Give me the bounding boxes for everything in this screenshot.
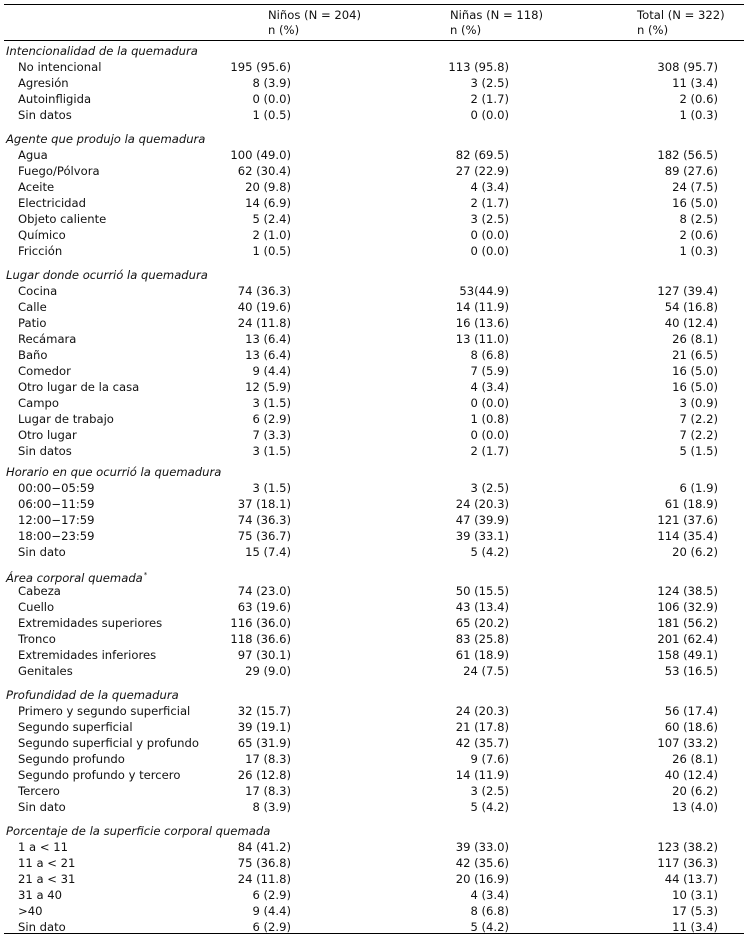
cell-total: 181 (56.2) [657, 616, 718, 630]
cell-ninas: 20 (16.9) [455, 872, 509, 886]
cell-ninas: 5 (4.2) [470, 920, 509, 934]
cell-ninas: 5 (4.2) [470, 545, 509, 559]
cell-total: 20 (6.2) [672, 545, 718, 559]
cell-ninas: 0 (0.0) [470, 428, 509, 442]
table-row [0, 799, 747, 815]
row-label: Objeto caliente [18, 212, 107, 226]
row-label: 18:00−23:59 [18, 529, 95, 543]
top-rule [4, 4, 744, 5]
cell-total: 56 (17.4) [664, 704, 718, 718]
row-label: Lugar de trabajo [18, 412, 114, 426]
cell-ninos: 74 (36.3) [237, 513, 291, 527]
cell-ninas: 13 (11.0) [455, 332, 509, 346]
table-row [0, 347, 747, 363]
cell-ninos: 65 (31.9) [237, 736, 291, 750]
cell-ninos: 6 (2.9) [252, 920, 291, 934]
cell-ninos: 3 (1.5) [252, 481, 291, 495]
cell-ninos: 97 (30.1) [237, 648, 291, 662]
cell-total: 7 (2.2) [679, 412, 718, 426]
row-label: Genitales [18, 664, 73, 678]
row-label: Segundo superficial [18, 720, 133, 734]
cell-ninos: 14 (6.9) [245, 196, 291, 210]
table-row [0, 719, 747, 735]
row-label: Autoinfligida [18, 92, 92, 106]
cell-ninas: 3 (2.5) [470, 784, 509, 798]
cell-ninos: 6 (2.9) [252, 888, 291, 902]
table-row [0, 735, 747, 751]
cell-total: 5 (1.5) [679, 444, 718, 458]
cell-total: 26 (8.1) [672, 752, 718, 766]
table-row [0, 315, 747, 331]
cell-ninos: 62 (30.4) [237, 164, 291, 178]
cell-total: 158 (49.1) [657, 648, 718, 662]
cell-total: 16 (5.0) [672, 380, 718, 394]
row-label: Agua [18, 148, 48, 162]
cell-ninas: 4 (3.4) [470, 888, 509, 902]
header-col-total-title: Total (N = 322) [637, 8, 725, 22]
cell-ninos: 17 (8.3) [245, 784, 291, 798]
row-label: Cuello [18, 600, 55, 614]
cell-total: 7 (2.2) [679, 428, 718, 442]
table-row [0, 331, 747, 347]
cell-ninas: 42 (35.7) [455, 736, 509, 750]
section-header-row [0, 131, 747, 147]
cell-total: 26 (8.1) [672, 332, 718, 346]
section-title: Porcentaje de la superficie corporal quemada [6, 824, 271, 838]
cell-total: 40 (12.4) [664, 768, 718, 782]
row-label: Agresión [18, 76, 69, 90]
cell-ninos: 7 (3.3) [252, 428, 291, 442]
cell-ninos: 24 (11.8) [237, 316, 291, 330]
cell-ninas: 0 (0.0) [470, 228, 509, 242]
cell-total: 106 (32.9) [657, 600, 718, 614]
row-label: Sin dato [18, 545, 66, 559]
cell-ninas: 0 (0.0) [470, 396, 509, 410]
cell-total: 11 (3.4) [672, 920, 718, 934]
header-col-total [637, 8, 725, 38]
cell-ninos: 75 (36.7) [237, 529, 291, 543]
cell-ninos: 32 (15.7) [237, 704, 291, 718]
table-row [0, 227, 747, 243]
row-label: Cabeza [18, 584, 61, 598]
table-row [0, 871, 747, 887]
row-label: Químico [18, 228, 66, 242]
row-label: Aceite [18, 180, 55, 194]
cell-total: 60 (18.6) [664, 720, 718, 734]
cell-total: 40 (12.4) [664, 316, 718, 330]
row-label: 06:00−11:59 [18, 497, 95, 511]
cell-ninas: 3 (2.5) [470, 212, 509, 226]
cell-ninos: 37 (18.1) [237, 497, 291, 511]
cell-ninas: 27 (22.9) [455, 164, 509, 178]
cell-total: 20 (6.2) [672, 784, 718, 798]
table-row [0, 903, 747, 919]
row-label: Otro lugar de la casa [18, 380, 140, 394]
table-row [0, 751, 747, 767]
row-label: Segundo superficial y profundo [18, 736, 199, 750]
cell-ninos: 74 (36.3) [237, 284, 291, 298]
row-label: 11 a < 21 [18, 856, 76, 870]
row-label: Primero y segundo superficial [18, 704, 191, 718]
table-row [0, 544, 747, 560]
section-title: Área corporal quemada [6, 570, 143, 585]
cell-total: 117 (36.3) [657, 856, 718, 870]
cell-ninos: 26 (12.8) [237, 768, 291, 782]
table-row [0, 663, 747, 679]
table-row [0, 631, 747, 647]
cell-ninas: 3 (2.5) [470, 481, 509, 495]
cell-ninas: 61 (18.9) [455, 648, 509, 662]
table-row [0, 211, 747, 227]
cell-total: 44 (13.7) [664, 872, 718, 886]
table-row [0, 147, 747, 163]
table-row [0, 363, 747, 379]
table-row [0, 179, 747, 195]
row-label: No intencional [18, 60, 102, 74]
cell-ninos: 75 (36.8) [237, 856, 291, 870]
table-row [0, 443, 747, 459]
cell-total: 6 (1.9) [679, 481, 718, 495]
cell-ninas: 24 (7.5) [463, 664, 509, 678]
table-row [0, 195, 747, 211]
row-label: Patio [18, 316, 47, 330]
cell-ninas: 2 (1.7) [470, 444, 509, 458]
cell-total: 61 (18.9) [664, 497, 718, 511]
cell-total: 89 (27.6) [664, 164, 718, 178]
table-row [0, 395, 747, 411]
cell-ninos: 13 (6.4) [245, 332, 291, 346]
section-title: Lugar donde ocurrió la quemadura [6, 268, 208, 282]
cell-total: 2 (0.6) [679, 228, 718, 242]
cell-ninas: 0 (0.0) [470, 244, 509, 258]
bottom-rule [4, 933, 744, 934]
cell-total: 24 (7.5) [672, 180, 718, 194]
cell-total: 182 (56.5) [657, 148, 718, 162]
cell-total: 3 (0.9) [679, 396, 718, 410]
cell-ninas: 39 (33.0) [455, 840, 509, 854]
cell-ninos: 12 (5.9) [245, 380, 291, 394]
cell-total: 11 (3.4) [672, 76, 718, 90]
cell-ninas: 14 (11.9) [455, 768, 509, 782]
cell-ninas: 24 (20.3) [455, 497, 509, 511]
header-rule [4, 40, 744, 41]
row-label: Extremidades inferiores [18, 648, 157, 662]
cell-ninos: 2 (1.0) [252, 228, 291, 242]
row-label: Fuego/Pólvora [18, 164, 100, 178]
row-label: 1 a < 11 [18, 840, 69, 854]
cell-total: 10 (3.1) [672, 888, 718, 902]
cell-ninos: 6 (2.9) [252, 412, 291, 426]
cell-ninas: 65 (20.2) [455, 616, 509, 630]
header-col-ninas [450, 8, 543, 38]
row-label: Sin dato [18, 920, 66, 934]
table-row [0, 855, 747, 871]
cell-ninas: 4 (3.4) [470, 180, 509, 194]
table-row [0, 647, 747, 663]
row-label: Sin dato [18, 800, 66, 814]
cell-ninas: 7 (5.9) [470, 364, 509, 378]
header-col-ninas-unit: n (%) [450, 23, 482, 37]
cell-ninos: 116 (36.0) [230, 616, 291, 630]
table-row [0, 107, 747, 123]
cell-ninas: 14 (11.9) [455, 300, 509, 314]
row-label: Tercero [18, 784, 60, 798]
row-label: Sin datos [18, 108, 72, 122]
cell-total: 308 (95.7) [657, 60, 718, 74]
row-label: Campo [18, 396, 59, 410]
cell-ninos: 1 (0.5) [252, 108, 291, 122]
section-header-row [0, 687, 747, 703]
cell-total: 1 (0.3) [679, 244, 718, 258]
cell-ninos: 84 (41.2) [237, 840, 291, 854]
cell-ninos: 3 (1.5) [252, 444, 291, 458]
section-header-row [0, 464, 747, 480]
row-label: Cocina [18, 284, 58, 298]
cell-ninas: 5 (4.2) [470, 800, 509, 814]
cell-ninos: 63 (19.6) [237, 600, 291, 614]
cell-total: 1 (0.3) [679, 108, 718, 122]
cell-ninas: 2 (1.7) [470, 92, 509, 106]
cell-ninos: 195 (95.6) [230, 60, 291, 74]
cell-ninos: 15 (7.4) [245, 545, 291, 559]
cell-ninas: 113 (95.8) [448, 60, 509, 74]
cell-ninas: 1 (0.8) [470, 412, 509, 426]
row-label: Extremidades superiores [18, 616, 163, 630]
cell-ninas: 42 (35.6) [455, 856, 509, 870]
table-row [0, 528, 747, 544]
cell-ninos: 3 (1.5) [252, 396, 291, 410]
cell-total: 8 (2.5) [679, 212, 718, 226]
cell-ninos: 118 (36.6) [230, 632, 291, 646]
footnote-mark: * [143, 571, 148, 579]
cell-total: 53 (16.5) [664, 664, 718, 678]
table-row [0, 379, 747, 395]
section-header-row [0, 43, 747, 59]
section-header-row [0, 823, 747, 839]
cell-ninas: 50 (15.5) [455, 584, 509, 598]
table-row [0, 411, 747, 427]
row-label: 12:00−17:59 [18, 513, 95, 527]
table-row [0, 615, 747, 631]
cell-ninas: 8 (6.8) [470, 904, 509, 918]
table-row [0, 91, 747, 107]
cell-total: 21 (6.5) [672, 348, 718, 362]
section-header-row [0, 567, 747, 583]
cell-total: 54 (16.8) [664, 300, 718, 314]
table-row [0, 839, 747, 855]
cell-total: 121 (37.6) [657, 513, 718, 527]
table-row [0, 299, 747, 315]
cell-total: 127 (39.4) [657, 284, 718, 298]
cell-ninas: 9 (7.6) [470, 752, 509, 766]
row-label: Segundo profundo y tercero [18, 768, 181, 782]
cell-ninos: 8 (3.9) [252, 76, 291, 90]
cell-ninas: 83 (25.8) [455, 632, 509, 646]
row-label: Recámara [18, 332, 77, 346]
cell-total: 201 (62.4) [657, 632, 718, 646]
cell-ninas: 0 (0.0) [470, 108, 509, 122]
cell-ninas: 47 (39.9) [455, 513, 509, 527]
table-row [0, 243, 747, 259]
cell-total: 124 (38.5) [657, 584, 718, 598]
cell-total: 114 (35.4) [657, 529, 718, 543]
row-label: Calle [18, 300, 47, 314]
cell-ninos: 39 (19.1) [237, 720, 291, 734]
section-title: Horario en que ocurrió la quemadura [6, 465, 222, 479]
cell-ninas: 3 (2.5) [470, 76, 509, 90]
cell-ninos: 24 (11.8) [237, 872, 291, 886]
table-row [0, 75, 747, 91]
cell-ninos: 9 (4.4) [252, 904, 291, 918]
cell-ninas: 43 (13.4) [455, 600, 509, 614]
row-label: Fricción [18, 244, 63, 258]
row-label: Otro lugar [18, 428, 77, 442]
section-title: Agente que produjo la quemadura [6, 132, 206, 146]
header-col-ninas-title: Niñas (N = 118) [450, 8, 544, 22]
table-row [0, 703, 747, 719]
section-title: Profundidad de la quemadura [6, 688, 179, 702]
table-row [0, 887, 747, 903]
header-col-ninos-title: Niños (N = 204) [268, 8, 361, 22]
table-row [0, 783, 747, 799]
cell-ninos: 1 (0.5) [252, 244, 291, 258]
table-row [0, 163, 747, 179]
cell-ninas: 24 (20.3) [455, 704, 509, 718]
table-row [0, 283, 747, 299]
table-row [0, 480, 747, 496]
row-label: 00:00−05:59 [18, 481, 95, 495]
row-label: Comedor [18, 364, 71, 378]
cell-ninos: 40 (19.6) [237, 300, 291, 314]
cell-ninos: 5 (2.4) [252, 212, 291, 226]
section-header-row [0, 267, 747, 283]
cell-ninos: 13 (6.4) [245, 348, 291, 362]
cell-ninas: 53(44.9) [459, 284, 509, 298]
cell-ninos: 0 (0.0) [252, 92, 291, 106]
row-label: Sin datos [18, 444, 72, 458]
cell-ninas: 8 (6.8) [470, 348, 509, 362]
section-title: Intencionalidad de la quemadura [6, 44, 198, 58]
row-label: Baño [18, 348, 48, 362]
cell-ninos: 20 (9.8) [245, 180, 291, 194]
table-row [0, 427, 747, 443]
cell-ninos: 9 (4.4) [252, 364, 291, 378]
cell-total: 2 (0.6) [679, 92, 718, 106]
cell-ninas: 16 (13.6) [455, 316, 509, 330]
cell-ninos: 100 (49.0) [230, 148, 291, 162]
cell-ninas: 4 (3.4) [470, 380, 509, 394]
header-col-total-unit: n (%) [637, 23, 669, 37]
table-row [0, 496, 747, 512]
cell-ninas: 82 (69.5) [455, 148, 509, 162]
row-label: >40 [18, 904, 43, 918]
table-row [0, 59, 747, 75]
cell-total: 13 (4.0) [672, 800, 718, 814]
cell-ninas: 21 (17.8) [455, 720, 509, 734]
row-label: 31 a 40 [18, 888, 62, 902]
cell-total: 123 (38.2) [657, 840, 718, 854]
row-label: Segundo profundo [18, 752, 125, 766]
cell-ninos: 17 (8.3) [245, 752, 291, 766]
cell-ninas: 2 (1.7) [470, 196, 509, 210]
cell-total: 16 (5.0) [672, 364, 718, 378]
header-col-ninos-unit: n (%) [268, 23, 300, 37]
row-label: 21 a < 31 [18, 872, 76, 886]
cell-ninos: 8 (3.9) [252, 800, 291, 814]
table-row [0, 767, 747, 783]
cell-ninos: 29 (9.0) [245, 664, 291, 678]
cell-ninos: 74 (23.0) [237, 584, 291, 598]
table-row [0, 583, 747, 599]
cell-total: 16 (5.0) [672, 196, 718, 210]
cell-ninas: 39 (33.1) [455, 529, 509, 543]
cell-total: 107 (33.2) [657, 736, 718, 750]
header-col-ninos [268, 8, 361, 38]
cell-total: 17 (5.3) [672, 904, 718, 918]
table-row [0, 599, 747, 615]
table-row [0, 512, 747, 528]
row-label: Electricidad [18, 196, 87, 210]
row-label: Tronco [18, 632, 56, 646]
